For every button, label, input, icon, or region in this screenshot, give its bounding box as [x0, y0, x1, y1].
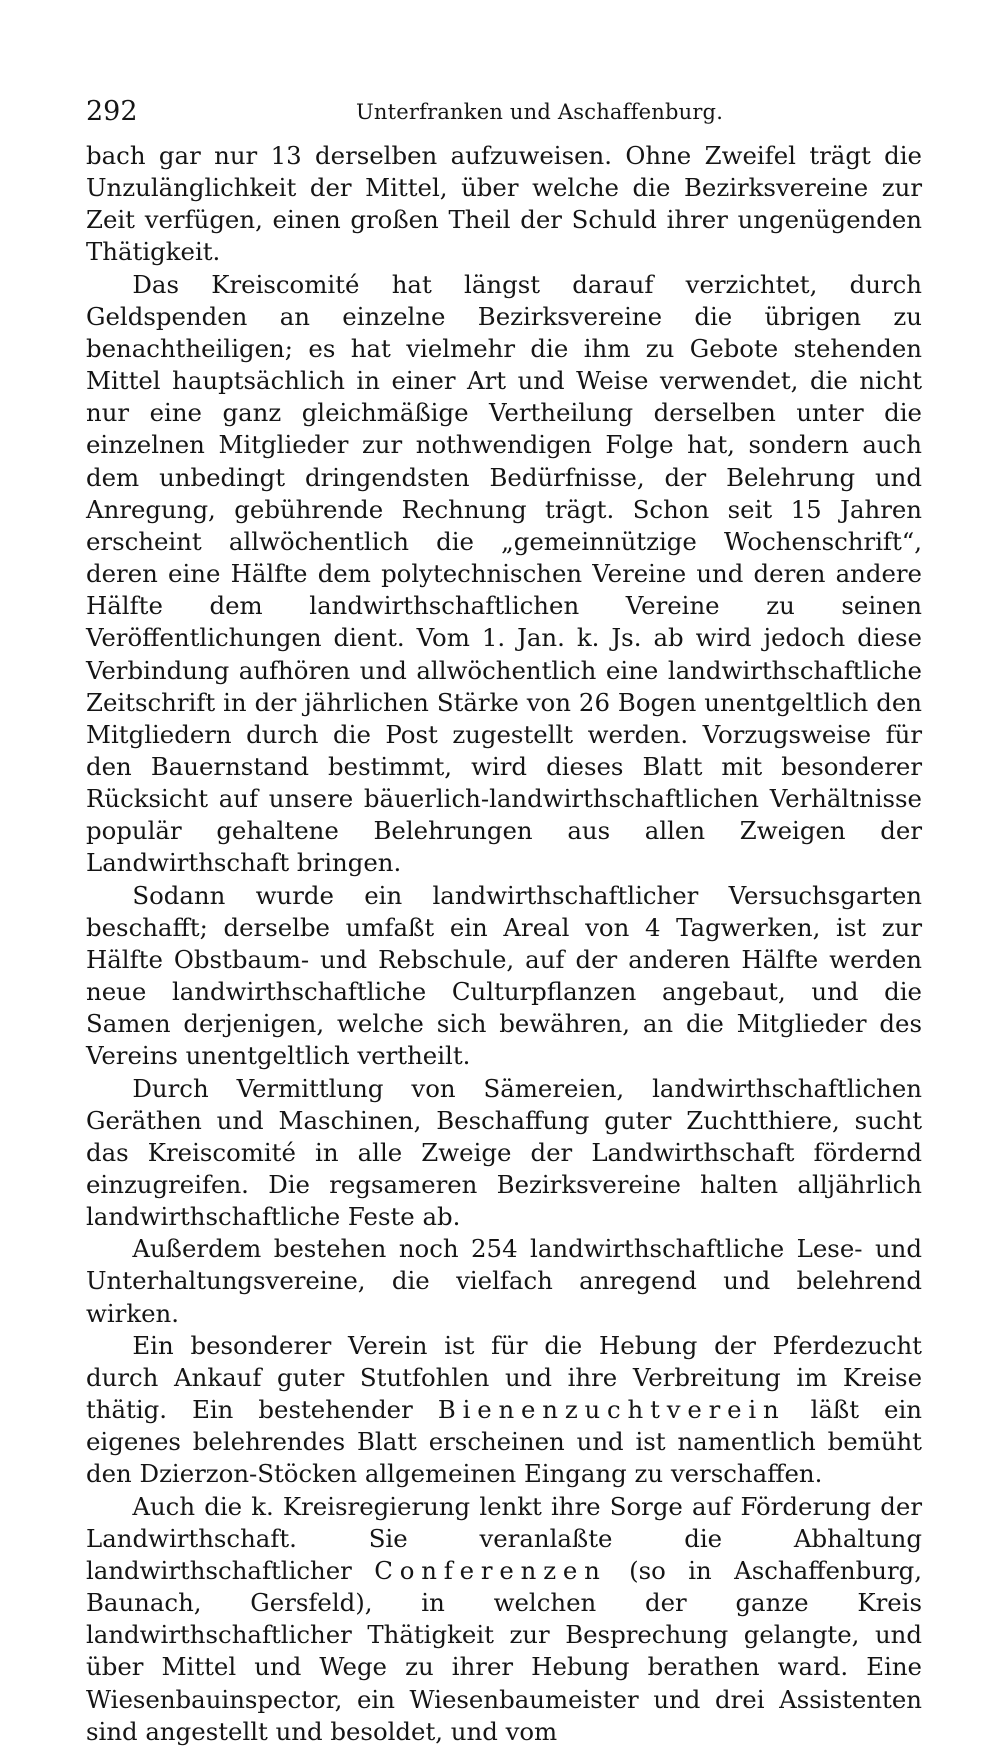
paragraph-6 [86, 1330, 922, 1491]
body-text [86, 140, 922, 1748]
paragraph-6-text-b: läßt ein eigenes belehrendes Blatt erscheinen und ist namentlich bemüht den Dzierzon-Stöcken allgemeinen Eingang zu verschaffen. [86, 1395, 922, 1489]
page-number: 292 [86, 96, 138, 127]
paragraph-7 [86, 1491, 922, 1748]
paragraph-5: Außerdem bestehen noch 254 landwirthschaftliche Lese- und Unterhaltungsvereine, die vielfach anregend und belehrend wirken. [86, 1234, 922, 1328]
spaced-term-conferenzen: Conferenzen [374, 1555, 607, 1585]
spaced-term-bienenzuchtverein: Bienenzuchtverein [437, 1395, 786, 1425]
paragraph-1: bach gar nur 13 derselben aufzuweisen. Ohne Zweifel trägt die Unzulänglichkeit der Mittel, über welche die Bezirksvereine zur Zeit verfügen, einen großen Theil der Schuld ihrer ungenügenden Thätigkeit. [86, 141, 922, 267]
page-header [86, 92, 922, 140]
book-page [86, 92, 922, 1748]
paragraph-7-text-a: Auch die k. Kreisregierung lenkt ihre Sorge auf Förderung der Landwirthschaft. Sie veranlaßte die Abhaltung landwirthschaftlicher [86, 1491, 922, 1585]
running-title: Unterfranken und Aschaffenburg. [356, 100, 724, 124]
paragraph-2: Das Kreiscomité hat längst darauf verzichtet, durch Geldspenden an einzelne Bezirksvereine die übrigen zu benachtheiligen; es hat vielmehr die ihm zu Gebote stehenden Mittel hauptsächlich in einer Art und Weise verwendet, die nicht nur eine ganz gleichmäßige Vertheilung derselben unter die einzelnen Mitglieder zur nothwendigen Folge hat, sondern auch dem unbedingt dringendsten Bedürfnisse, der Belehrung und Anregung, gebührende Rechnung trägt. Schon seit 15 Jahren erscheint allwöchentlich die „gemeinnützige Wochenschrift“, deren eine Hälfte dem polytechnischen Vereine und deren andere Hälfte dem landwirthschaftlichen Vereine zu seinen Veröffentlichungen dient. Vom 1. Jan. k. Js. ab wird jedoch diese Verbindung aufhören und allwöchentlich eine landwirthschaftliche Zeitschrift in der jährlichen Stärke von 26 Bogen unentgeltlich den Mitgliedern durch die Post zugestellt werden. Vorzugsweise für den Bauernstand bestimmt, wird dieses Blatt mit besonderer Rücksicht auf unsere bäuerlich-landwirthschaftlichen Verhältnisse populär gehaltene Belehrungen aus allen Zweigen der Landwirthschaft bringen. [86, 269, 922, 878]
paragraph-4: Durch Vermittlung von Sämereien, landwirthschaftlichen Geräthen und Maschinen, Beschaffung guter Zuchtthiere, sucht das Kreiscomité in alle Zweige der Landwirthschaft fördernd einzugreifen. Die regsameren Bezirksvereine halten alljährlich landwirthschaftliche Feste ab. [86, 1073, 922, 1232]
paragraph-3: Sodann wurde ein landwirthschaftlicher Versuchsgarten beschafft; derselbe umfaßt ein Areal von 4 Tagwerken, ist zur Hälfte Obstbaum- und Rebschule, auf der anderen Hälfte werden neue landwirthschaftliche Culturpflanzen angebaut, und die Samen derjenigen, welche sich bewähren, an die Mitglieder des Vereins unentgeltlich vertheilt. [86, 880, 922, 1071]
paragraph-7-text-b: (so in Aschaffenburg, Baunach, Gersfeld), in welchen der ganze Kreis landwirthschaftlicher Thätigkeit zur Besprechung gelangte, und über Mittel und Wege zu ihrer Hebung berathen ward. Eine Wiesenbauinspector, ein Wiesenbaumeister und drei Assistenten sind angestellt und besoldet, und vom [86, 1555, 922, 1746]
paragraph-6-text-a: Ein besonderer Verein ist für die Hebung der Pferdezucht durch Ankauf guter Stutfohlen und ihre Verbreitung im Kreise thätig. Ein bestehender [86, 1330, 922, 1425]
